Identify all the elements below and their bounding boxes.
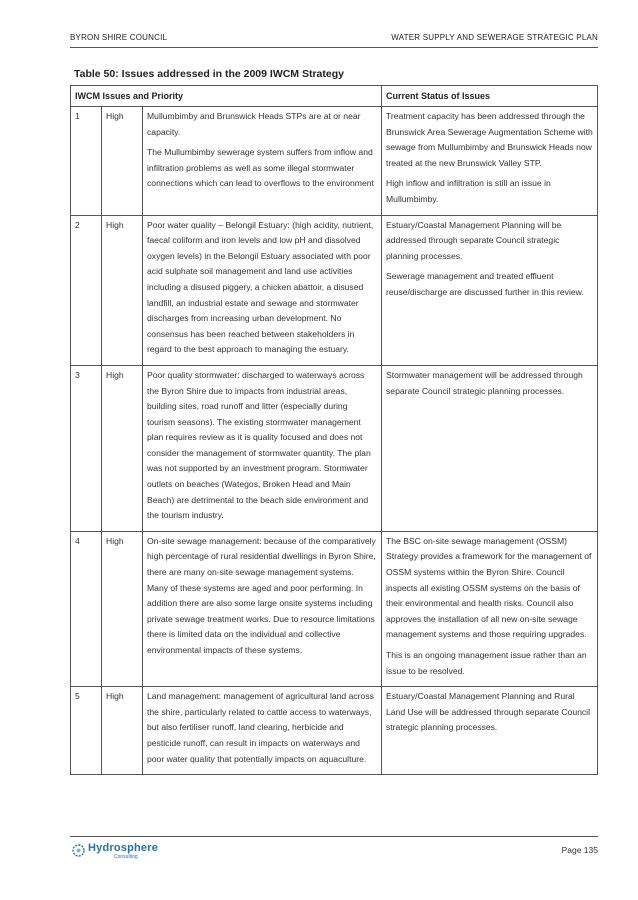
status-paragraph: This is an ongoing management issue rather than an issue to be resolved. [386,650,587,676]
logo-name: Hydrosphere [88,842,159,854]
row-number: 2 [71,215,102,365]
row-priority: High [102,687,143,775]
page-number: Page 135 [561,845,598,855]
issue-paragraph: Land management: management of agricultural land across the shire, particularly related to cattle access to waterways, but also fertiliser runoff, land clearing, herbicide and pesticide runoff, can result in impacts on waterways and poor water quality that potentially impacts on aquaculture. [147,691,374,764]
row-priority: High [102,365,143,531]
status-paragraph: Sewerage management and treated effluent reuse/discharge are discussed further in this review. [386,271,584,297]
issue-paragraph: On-site sewage management: because of the comparatively high percentage of rural residential dwellings in Byron Shire, there are many on-site sewage management systems. Many of these systems are aged and poor performing. In addition there are also some large onsite systems including private sewage treatment works. Due to resource limitations there is limited data on the individual and collective environmental impacts of these systems. [147,535,376,655]
row-status [382,215,598,365]
col-status-header: Current Status of Issues [382,86,598,107]
issues-table [70,85,598,775]
row-priority: High [102,107,143,216]
row-issue [143,687,382,775]
header-rule [70,47,598,48]
footer-rule [70,836,598,837]
status-paragraph: Treatment capacity has been addressed through the Brunswick Area Sewerage Augmentation Scheme with sewage from Mullumbimby and Brunswick Heads now treated at the new Brunswick Valley STP. [386,111,593,168]
logo-sub: Consulting [114,854,138,860]
table-row [71,365,598,531]
table-row [71,107,598,216]
row-number: 3 [71,365,102,531]
row-issue [143,215,382,365]
status-paragraph: The BSC on-site sewage management (OSSM) Strategy provides a framework for the management of OSSM systems within the Byron Shire. Council inspects all existing OSSM systems on the basis of their environmental and health risks. Council also approves the installation of all new on-site sewage management systems and those requiring upgrades. [386,535,592,640]
header-right: WATER SUPPLY AND SEWERAGE STRATEGIC PLAN [391,33,598,42]
issue-paragraph: Poor water quality – Belongil Estuary: (high acidity, nutrient, faecal coliform and iron levels and low pH and dissolved oxygen levels) in the Belongil Estuary associated with poor acid sulphate soil management and land use activities including a disused piggery, a chicken abattoir, a disused landfill, an industrial estate and sewage and stormwater discharges from increasing urban development. No consensus has been reached between stakeholders in regard to the best approach to managing the estuary. [147,219,374,355]
hydrosphere-logo-icon [72,844,85,857]
col-issues-header: IWCM Issues and Priority [71,86,382,107]
status-paragraph: High inflow and infiltration is still an issue in Mullumbimby. [386,178,551,204]
row-priority: High [102,215,143,365]
table-row [71,531,598,686]
status-paragraph: Estuary/Coastal Management Planning will be addressed through separate Council strategic planning processes. [386,219,562,261]
issue-paragraph: The Mullumbimby sewerage system suffers from inflow and infiltration problems as well as some illegal stormwater connections which can lead to overflows to the environment [147,147,374,189]
table-caption: Table 50: Issues addressed in the 2009 IWCM Strategy [74,68,344,80]
row-number: 4 [71,531,102,686]
issue-paragraph: Poor quality stormwater: discharged to waterways across the Byron Shire due to impacts from industrial areas, building sites, road runoff and litter (especially during tourism seasons). The existing stormwater management plan requires review as it is quality focused and does not consider the management of stormwater quantity. The plan was not supported by an investment program. Stormwater outlets on beaches (Wategos, Broken Head and Main Beach) are detrimental to the beach side environment and the tourism industry. [147,369,371,521]
row-issue [143,531,382,686]
row-priority: High [102,531,143,686]
row-status [382,365,598,531]
page-header [70,33,598,47]
table-row [71,687,598,775]
row-number: 5 [71,687,102,775]
header-left: BYRON SHIRE COUNCIL [70,33,168,42]
row-status [382,107,598,216]
table-row [71,215,598,365]
row-status [382,687,598,775]
row-number: 1 [71,107,102,216]
issue-paragraph: Mullumbimby and Brunswick Heads STPs are at or near capacity. [147,111,361,137]
row-issue [143,107,382,216]
row-status [382,531,598,686]
row-issue [143,365,382,531]
status-paragraph: Estuary/Coastal Management Planning and Rural Land Use will be addressed through separate Council strategic planning processes. [386,691,590,733]
table-header-row [71,86,598,107]
status-paragraph: Stormwater management will be addressed through separate Council strategic planning processes. [386,369,583,396]
